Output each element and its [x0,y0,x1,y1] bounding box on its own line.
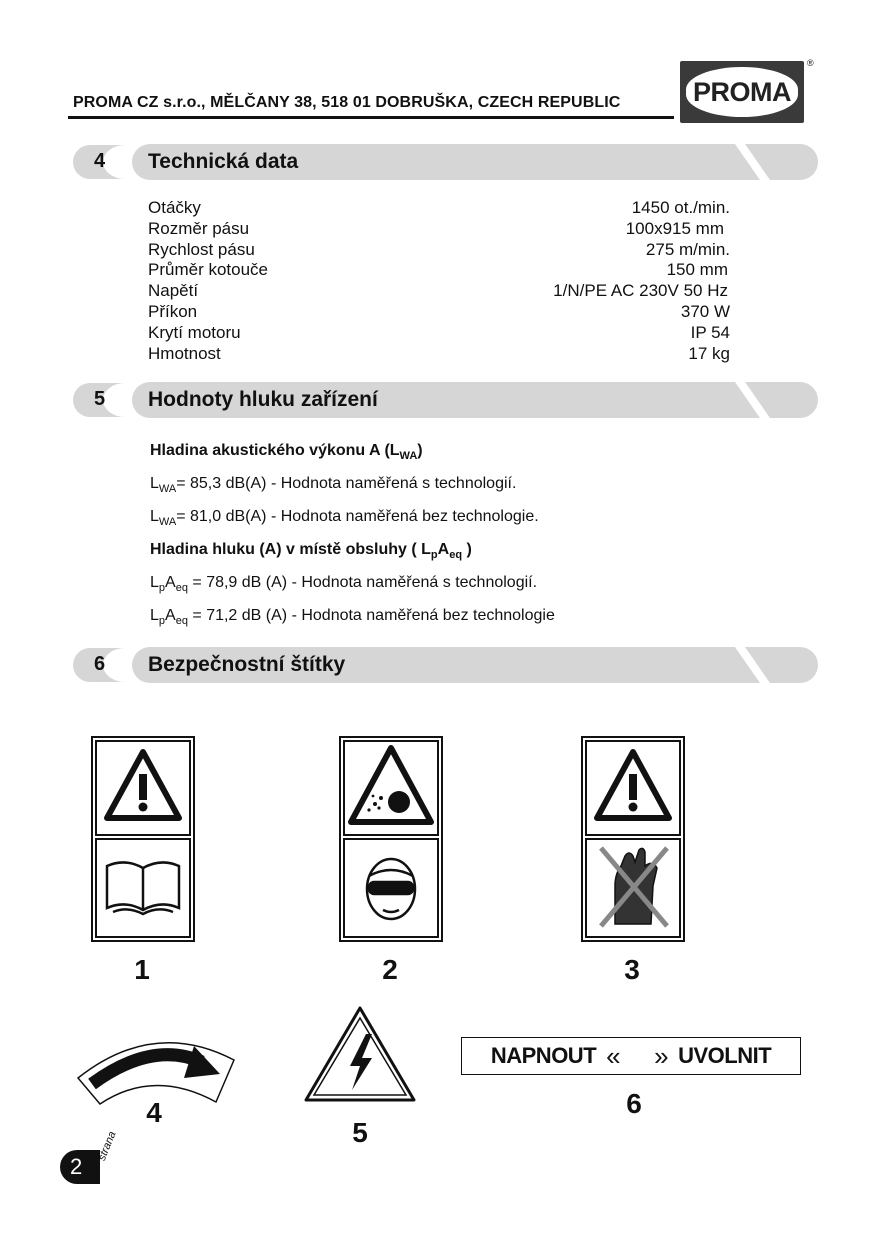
company-address: PROMA CZ s.r.o., MĚLČANY 38, 518 01 DOBRUŠKA, CZECH REPUBLIC [73,94,621,111]
noise-row: $L_pA_{eq} = 71,2$ dB (A) - Hodnota naměřená bez technologie [150,607,555,627]
spec-value: 150 mm [666,260,728,280]
no-gloves-label [581,736,685,942]
registered-mark: ® [807,58,814,68]
section-5-title: Hodnoty hluku zařízení [148,388,378,411]
spec-value: 275 m/min. [645,239,730,259]
spec-label: Průměr kotouče [148,260,268,280]
spec-label: Příkon [148,301,198,321]
section-6-number: 6 [94,653,106,675]
chevron-left-icon: « [606,1040,621,1071]
section-5-number: 5 [94,388,106,410]
rotation-direction-label [74,1030,238,1106]
spec-labels [148,198,268,364]
spec-label: Rychlost pásu [148,239,255,259]
section-4-number: 4 [94,150,106,172]
page-word: strana [96,1129,119,1163]
spec-value: 100x915 mm [625,218,724,238]
spec-value: 1450 ot./min. [631,198,730,217]
tension-right-text: UVOLNIT [678,1043,772,1068]
tension-left-text: NAPNOUT [490,1043,597,1068]
warning-manual-label [91,736,195,942]
noise-row: $L_pA_{eq} = 78,9$ dB (A) - Hodnota naměřená s technologií. [150,574,538,594]
spec-label: Krytí motoru [148,322,241,342]
logo-text: PROMA [693,76,791,107]
section-6-title: Bezpečnostní štítky [148,653,346,676]
noise-heading-2: Hladina hluku (A) v místě obsluhy ( $L_pA_{eq}$ ) [150,541,472,561]
spec-value: 1/N/PE AC 230V 50 Hz [553,281,728,301]
noise-row: $L_{WA}= 85,3$ dB(A) - Hodnota naměřená s technologií. [150,475,517,495]
spec-label: Hmotnost [148,343,221,363]
tension-label [461,1037,801,1075]
label-number-3: 3 [624,954,640,985]
label-number-5: 5 [352,1117,368,1148]
spec-label: Otáčky [148,198,201,217]
spec-label: Napětí [148,281,199,301]
page-number: 2 [60,1150,100,1184]
electric-hazard-label [302,1004,418,1104]
noise-row: $L_{WA}= 81,0$ dB(A) - Hodnota naměřená bez technologie. [150,508,539,528]
spec-value: IP 54 [690,322,730,342]
noise-block [150,437,555,635]
label-number-2: 2 [382,954,398,985]
section-4-title: Technická data [148,150,299,173]
label-number-6: 6 [626,1088,642,1119]
spec-value: 17 kg [688,343,730,363]
spec-value: 370 W [680,301,730,321]
spec-label: Rozměr pásu [148,218,250,238]
label-number-1: 1 [134,954,150,985]
debris-goggles-label [339,736,443,942]
noise-heading-1: Hladina akustického výkonu A $(L_{WA})$ [150,442,423,462]
label-number-4: 4 [146,1097,162,1128]
spec-values [470,198,730,364]
chevron-right-icon: » [654,1040,669,1071]
